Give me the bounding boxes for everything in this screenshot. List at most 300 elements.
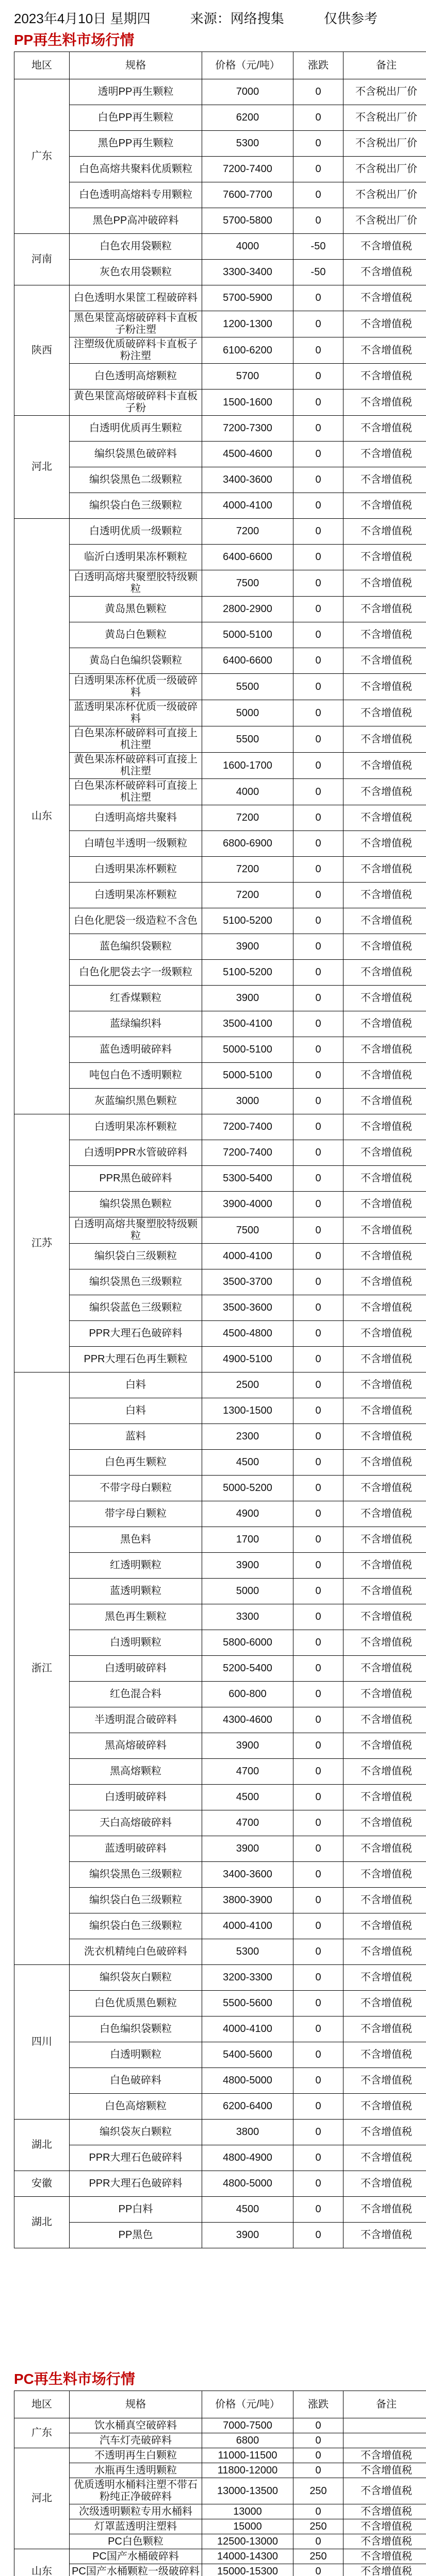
change-cell: 0 <box>293 960 343 986</box>
spec-cell: PPR大理石色破碎料 <box>70 2171 202 2197</box>
spec-cell: 带字母白颗粒 <box>70 1501 202 1527</box>
spec-header: 规格 <box>70 2391 202 2418</box>
table-row <box>14 674 426 700</box>
table-row <box>14 2068 426 2094</box>
spec-cell: 白料 <box>70 1372 202 1398</box>
change-cell: 0 <box>293 1501 343 1527</box>
note-cell: 不含增值税 <box>343 2519 426 2534</box>
table-row <box>14 2016 426 2042</box>
price-cell: 7200 <box>202 519 293 545</box>
note-cell: 不含增值税 <box>343 1527 426 1553</box>
change-cell: 0 <box>293 519 343 545</box>
table-row <box>14 857 426 883</box>
change-header: 涨跌 <box>293 2391 343 2418</box>
table-row <box>14 1579 426 1604</box>
note-cell: 不含增值税 <box>343 2120 426 2145</box>
spec-cell: PC国产水桶破碎料 <box>70 2549 202 2564</box>
change-cell: 0 <box>293 1217 343 1244</box>
note-cell: 不含增值税 <box>343 1450 426 1476</box>
table-row <box>14 105 426 131</box>
note-cell: 不含增值税 <box>343 1166 426 1192</box>
spec-cell: 白透明果冻杯颗粒 <box>70 1114 202 1140</box>
change-cell: 0 <box>293 1011 343 1037</box>
spec-cell: 黄色果冻杯破碎料可直接上机注塑 <box>70 753 202 779</box>
change-cell: 0 <box>293 2504 343 2519</box>
note-cell: 不含增值税 <box>343 1553 426 1579</box>
price-cell: 5000-5100 <box>202 1063 293 1089</box>
table-row <box>14 311 426 337</box>
note-cell: 不含税出厂价 <box>343 182 426 208</box>
price-cell: 3800 <box>202 2120 293 2145</box>
change-cell: 0 <box>293 831 343 857</box>
change-cell: 0 <box>293 2223 343 2248</box>
change-cell: 0 <box>293 908 343 934</box>
spec-cell: 白透明高熔共聚料 <box>70 805 202 831</box>
price-cell: 3000 <box>202 1089 293 1114</box>
spec-cell: 编织袋黑色二级颗粒 <box>70 467 202 493</box>
note-cell: 不含增值税 <box>343 2478 426 2504</box>
note-cell: 不含增值税 <box>343 934 426 960</box>
price-cell: 5700 <box>202 364 293 389</box>
change-cell: 0 <box>293 1527 343 1553</box>
note-cell: 不含增值税 <box>343 2223 426 2248</box>
change-cell: 0 <box>293 1244 343 1269</box>
price-cell: 5000 <box>202 700 293 726</box>
spec-cell: 白透明高熔共聚塑胶特级颗粒 <box>70 570 202 597</box>
change-cell: 0 <box>293 2120 343 2145</box>
table-row <box>14 2418 426 2433</box>
price-cell: 13000-13500 <box>202 2478 293 2504</box>
note-cell: 不含增值税 <box>343 2068 426 2094</box>
spec-cell: 水瓶再生透明颗粒 <box>70 2463 202 2478</box>
change-cell: 0 <box>293 1939 343 1965</box>
spec-cell: 透明PP再生颗粒 <box>70 79 202 105</box>
price-cell: 1300-1500 <box>202 1398 293 1424</box>
change-cell: 0 <box>293 2068 343 2094</box>
note-cell: 不含增值税 <box>343 2171 426 2197</box>
spec-cell: 黑色PP高冲破碎料 <box>70 208 202 234</box>
price-cell: 11000-11500 <box>202 2448 293 2463</box>
price-cell: 7200-7400 <box>202 157 293 182</box>
price-cell: 4700 <box>202 1759 293 1785</box>
note-cell <box>343 2433 426 2448</box>
price-cell: 4300-4600 <box>202 1707 293 1733</box>
change-cell: 0 <box>293 1553 343 1579</box>
change-cell: 0 <box>293 182 343 208</box>
table-row <box>14 1862 426 1888</box>
change-cell: 0 <box>293 364 343 389</box>
change-cell: 0 <box>293 493 343 519</box>
note-cell: 不含增值税 <box>343 1321 426 1347</box>
note-cell: 不含增值税 <box>343 1707 426 1733</box>
table-row <box>14 545 426 570</box>
spec-cell: PPR大理石色破碎料 <box>70 2145 202 2171</box>
spec-cell: 蓝透明颗粒 <box>70 1579 202 1604</box>
report-header <box>14 8 414 27</box>
spec-cell: PC白色颗粒 <box>70 2534 202 2549</box>
change-cell: 0 <box>293 1862 343 1888</box>
spec-cell: 白透明果冻杯颗粒 <box>70 883 202 908</box>
note-cell: 不含增值税 <box>343 311 426 337</box>
note-cell: 不含增值税 <box>343 1810 426 1836</box>
change-cell: 0 <box>293 105 343 131</box>
price-cell: 5000-5200 <box>202 1476 293 1501</box>
spec-cell: 不透明再生白颗粒 <box>70 2448 202 2463</box>
spec-cell: 汽车灯壳破碎料 <box>70 2433 202 2448</box>
region-cell: 四川 <box>14 1965 70 2120</box>
table-row <box>14 648 426 674</box>
region-cell: 山东 <box>14 519 70 1114</box>
change-cell: 0 <box>293 1810 343 1836</box>
table-row <box>14 1140 426 1166</box>
price-cell: 3500-3600 <box>202 1295 293 1321</box>
spec-cell: 灯罩蓝透明注塑料 <box>70 2519 202 2534</box>
spec-cell: 编织袋灰白颗粒 <box>70 2120 202 2145</box>
note-cell: 不含增值税 <box>343 1269 426 1295</box>
change-cell: 0 <box>293 2042 343 2068</box>
change-cell: 0 <box>293 1347 343 1372</box>
table-row <box>14 519 426 545</box>
table-row <box>14 2564 426 2576</box>
note-cell: 不含增值税 <box>343 1476 426 1501</box>
table-row <box>14 1398 426 1424</box>
note-cell: 不含增值税 <box>343 883 426 908</box>
spec-cell: 白色高熔颗粒 <box>70 2094 202 2120</box>
table-row <box>14 2519 426 2534</box>
price-cell: 4800-5000 <box>202 2171 293 2197</box>
note-cell: 不含增值税 <box>343 805 426 831</box>
table-row <box>14 805 426 831</box>
price-cell: 7200-7400 <box>202 1114 293 1140</box>
table-row <box>14 285 426 311</box>
spec-cell: 白色透明高熔颗粒 <box>70 364 202 389</box>
price-cell: 7600-7700 <box>202 182 293 208</box>
note-cell: 不含增值税 <box>343 1733 426 1759</box>
change-cell: 0 <box>293 337 343 364</box>
spec-cell: 白色PP再生颗粒 <box>70 105 202 131</box>
price-cell: 6400-6600 <box>202 648 293 674</box>
price-cell: 4000-4100 <box>202 493 293 519</box>
spec-cell: 天白高熔破碎料 <box>70 1810 202 1836</box>
change-cell: 0 <box>293 1063 343 1089</box>
spec-cell: 白料 <box>70 1398 202 1424</box>
change-cell: 0 <box>293 1398 343 1424</box>
note-cell: 不含税出厂价 <box>343 105 426 131</box>
note-cell: 不含增值税 <box>343 1217 426 1244</box>
spec-cell: 白色化肥袋去字一级颗粒 <box>70 960 202 986</box>
note-cell: 不含增值税 <box>343 1295 426 1321</box>
table-row <box>14 1939 426 1965</box>
spec-cell: 白晴包半透明一级颗粒 <box>70 831 202 857</box>
spec-cell: 编织袋黑色三级颗粒 <box>70 1862 202 1888</box>
price-cell: 3900 <box>202 986 293 1011</box>
change-cell: 0 <box>293 1656 343 1682</box>
change-cell: -50 <box>293 234 343 260</box>
table-row <box>14 260 426 285</box>
spec-cell: 半透明混合破碎料 <box>70 1707 202 1733</box>
change-cell: 0 <box>293 597 343 622</box>
table-row <box>14 182 426 208</box>
spec-cell: 蓝色透明破碎料 <box>70 1037 202 1063</box>
change-cell: 0 <box>293 1269 343 1295</box>
table-row <box>14 2534 426 2549</box>
change-cell: 0 <box>293 1785 343 1810</box>
price-cell: 3900 <box>202 1836 293 1862</box>
table-row <box>14 2448 426 2463</box>
table-row <box>14 442 426 467</box>
note-cell: 不含增值税 <box>343 364 426 389</box>
price-cell: 3900 <box>202 934 293 960</box>
note-cell: 不含增值税 <box>343 1011 426 1037</box>
price-cell: 15000 <box>202 2519 293 2534</box>
spec-cell: 白色农用袋颗粒 <box>70 234 202 260</box>
spec-cell: 红色混合料 <box>70 1682 202 1707</box>
table-row <box>14 934 426 960</box>
region-cell: 广东 <box>14 2418 70 2448</box>
region-cell: 陕西 <box>14 285 70 416</box>
table-row <box>14 416 426 442</box>
price-cell: 5000 <box>202 1579 293 1604</box>
note-cell: 不含增值税 <box>343 2042 426 2068</box>
price-cell: 4000 <box>202 234 293 260</box>
table-row <box>14 1244 426 1269</box>
region-cell: 河南 <box>14 234 70 285</box>
table-header-row <box>14 52 426 79</box>
price-cell: 3500-4100 <box>202 1011 293 1037</box>
price-cell: 5300-5400 <box>202 1166 293 1192</box>
change-cell: 0 <box>293 1604 343 1630</box>
table-row <box>14 2463 426 2478</box>
price-cell: 7200 <box>202 857 293 883</box>
note-cell: 不含增值税 <box>343 1037 426 1063</box>
price-cell: 1600-1700 <box>202 753 293 779</box>
price-cell: 5100-5200 <box>202 960 293 986</box>
price-cell: 3900 <box>202 1733 293 1759</box>
price-cell: 1500-1600 <box>202 389 293 416</box>
change-cell: 0 <box>293 1321 343 1347</box>
spec-cell: 白色编织袋颗粒 <box>70 2016 202 2042</box>
price-cell: 12500-13000 <box>202 2534 293 2549</box>
table-row <box>14 2478 426 2504</box>
table-row <box>14 2120 426 2145</box>
spec-cell: 不带字母白颗粒 <box>70 1476 202 1501</box>
note-cell: 不含增值税 <box>343 779 426 805</box>
table-row <box>14 337 426 364</box>
change-cell: 0 <box>293 570 343 597</box>
spec-cell: 编织袋黑色三级颗粒 <box>70 1269 202 1295</box>
note-cell: 不含增值税 <box>343 442 426 467</box>
spec-cell: 临沂白透明果冻杯颗粒 <box>70 545 202 570</box>
spec-cell: 编织袋黑色颗粒 <box>70 1192 202 1217</box>
table-row <box>14 208 426 234</box>
table-row <box>14 1269 426 1295</box>
price-cell: 4000-4100 <box>202 1244 293 1269</box>
note-cell: 不含增值税 <box>343 986 426 1011</box>
table-row <box>14 2094 426 2120</box>
price-cell: 3300 <box>202 1604 293 1630</box>
note-cell: 不含增值税 <box>343 1114 426 1140</box>
note-cell: 不含增值税 <box>343 1862 426 1888</box>
change-cell: 0 <box>293 700 343 726</box>
change-cell: 0 <box>293 1166 343 1192</box>
spec-cell: 蓝绿编织料 <box>70 1011 202 1037</box>
price-cell: 14000-14300 <box>202 2549 293 2564</box>
report-source: 来源：网络搜集 <box>190 11 284 26</box>
price-cell: 6100-6200 <box>202 337 293 364</box>
spec-cell: 白透明颗粒 <box>70 2042 202 2068</box>
change-cell: 0 <box>293 2197 343 2223</box>
change-cell: 0 <box>293 2448 343 2463</box>
price-cell: 7500 <box>202 570 293 597</box>
price-cell: 7200 <box>202 805 293 831</box>
table-row <box>14 1965 426 1991</box>
table-row <box>14 2171 426 2197</box>
note-cell: 不含增值税 <box>343 1424 426 1450</box>
change-cell: 0 <box>293 389 343 416</box>
spec-cell: 优质透明水桶料注塑不带石粉纯正净破碎料 <box>70 2478 202 2504</box>
change-cell: 0 <box>293 442 343 467</box>
note-cell: 不含增值税 <box>343 2094 426 2120</box>
change-cell: 0 <box>293 1707 343 1733</box>
price-cell: 7200-7300 <box>202 416 293 442</box>
change-cell: 0 <box>293 1630 343 1656</box>
table-row <box>14 1553 426 1579</box>
change-cell: 0 <box>293 1476 343 1501</box>
note-cell: 不含增值税 <box>343 1656 426 1682</box>
note-cell: 不含增值税 <box>343 1579 426 1604</box>
spec-cell: 黄岛黑色颗粒 <box>70 597 202 622</box>
price-cell: 6800-6900 <box>202 831 293 857</box>
note-cell: 不含增值税 <box>343 1836 426 1862</box>
change-cell: 0 <box>293 1424 343 1450</box>
price-cell: 3400-3600 <box>202 1862 293 1888</box>
spec-cell: 编织袋白色三级颗粒 <box>70 493 202 519</box>
table-row <box>14 2433 426 2448</box>
change-cell: 0 <box>293 2171 343 2197</box>
spec-cell: 白透明高熔共聚塑胶特级颗粒 <box>70 1217 202 1244</box>
change-header: 涨跌 <box>293 52 343 79</box>
change-cell: 0 <box>293 2094 343 2120</box>
table-row <box>14 1991 426 2016</box>
table-row <box>14 131 426 157</box>
table-row <box>14 1089 426 1114</box>
table-row <box>14 753 426 779</box>
report-disclaimer: 仅供参考 <box>323 11 378 26</box>
change-cell: 0 <box>293 1037 343 1063</box>
spec-cell: 白透明优质再生颗粒 <box>70 416 202 442</box>
spec-cell: PPR黑色破碎料 <box>70 1166 202 1192</box>
table-row <box>14 2549 426 2564</box>
note-cell: 不含增值税 <box>343 674 426 700</box>
price-cell: 3800-3900 <box>202 1888 293 1913</box>
spec-cell: PPR大理石色破碎料 <box>70 1321 202 1347</box>
note-cell: 不含增值税 <box>343 1888 426 1913</box>
note-cell: 不含增值税 <box>343 1965 426 1991</box>
spec-cell: 黑色再生颗粒 <box>70 1604 202 1630</box>
change-cell: 0 <box>293 883 343 908</box>
note-cell: 不含税出厂价 <box>343 131 426 157</box>
note-cell: 不含增值税 <box>343 2504 426 2519</box>
table-row <box>14 1347 426 1372</box>
note-cell: 不含税出厂价 <box>343 79 426 105</box>
spec-cell: 编织袋白色三级颗粒 <box>70 1888 202 1913</box>
price-header: 价格（元/吨） <box>202 52 293 79</box>
note-cell: 不含增值税 <box>343 1913 426 1939</box>
price-cell: 5300 <box>202 131 293 157</box>
table-row <box>14 1810 426 1836</box>
spec-cell: PPR大理石色再生颗粒 <box>70 1347 202 1372</box>
spec-cell: 洗衣机精纯白色破碎料 <box>70 1939 202 1965</box>
table-row <box>14 1682 426 1707</box>
spec-cell: 白透明破碎料 <box>70 1785 202 1810</box>
change-cell: 0 <box>293 79 343 105</box>
price-table-pp <box>14 52 426 2248</box>
region-cell: 湖北 <box>14 2197 70 2248</box>
note-header: 备注 <box>343 52 426 79</box>
price-cell: 3400-3600 <box>202 467 293 493</box>
change-cell: 0 <box>293 2534 343 2549</box>
table-row <box>14 1604 426 1630</box>
table-row <box>14 1785 426 1810</box>
change-cell: -50 <box>293 260 343 285</box>
table-row <box>14 908 426 934</box>
price-cell: 4900 <box>202 1501 293 1527</box>
table-row <box>14 700 426 726</box>
change-cell: 0 <box>293 1913 343 1939</box>
note-cell: 不含增值税 <box>343 1604 426 1630</box>
note-cell: 不含增值税 <box>343 2448 426 2463</box>
region-cell: 江苏 <box>14 1114 70 1372</box>
region-cell: 山东 <box>14 2549 70 2576</box>
table-row <box>14 726 426 753</box>
note-cell: 不含增值税 <box>343 545 426 570</box>
spec-cell: 编织袋黑色破碎料 <box>70 442 202 467</box>
note-cell: 不含增值税 <box>343 260 426 285</box>
table-row <box>14 1836 426 1862</box>
table-row <box>14 1759 426 1785</box>
note-cell: 不含增值税 <box>343 1682 426 1707</box>
note-cell: 不含增值税 <box>343 389 426 416</box>
change-cell: 0 <box>293 2016 343 2042</box>
price-cell: 5200-5400 <box>202 1656 293 1682</box>
change-cell: 0 <box>293 857 343 883</box>
spec-cell: PP白料 <box>70 2197 202 2223</box>
price-cell: 13000 <box>202 2504 293 2519</box>
price-cell: 2800-2900 <box>202 597 293 622</box>
price-cell: 5300 <box>202 1939 293 1965</box>
spec-cell: 白透明PPR水管破碎料 <box>70 1140 202 1166</box>
note-cell: 不含增值税 <box>343 1759 426 1785</box>
price-cell: 11800-12000 <box>202 2463 293 2478</box>
table-row <box>14 1295 426 1321</box>
price-cell: 5100-5200 <box>202 908 293 934</box>
note-cell: 不含增值税 <box>343 726 426 753</box>
table-row <box>14 79 426 105</box>
note-cell: 不含增值税 <box>343 234 426 260</box>
change-cell: 0 <box>293 805 343 831</box>
table-row <box>14 1476 426 1501</box>
change-cell: 0 <box>293 622 343 648</box>
spec-cell: 白色果冻杯破碎料可直接上机注塑 <box>70 726 202 753</box>
price-cell: 4500 <box>202 1785 293 1810</box>
price-cell: 4000-4100 <box>202 2016 293 2042</box>
change-cell: 0 <box>293 1682 343 1707</box>
section-title-pc: PC再生料市场行情 <box>14 2371 135 2387</box>
table-row <box>14 779 426 805</box>
change-cell: 0 <box>293 1965 343 1991</box>
price-cell: 4500 <box>202 1450 293 1476</box>
note-cell: 不含增值税 <box>343 753 426 779</box>
